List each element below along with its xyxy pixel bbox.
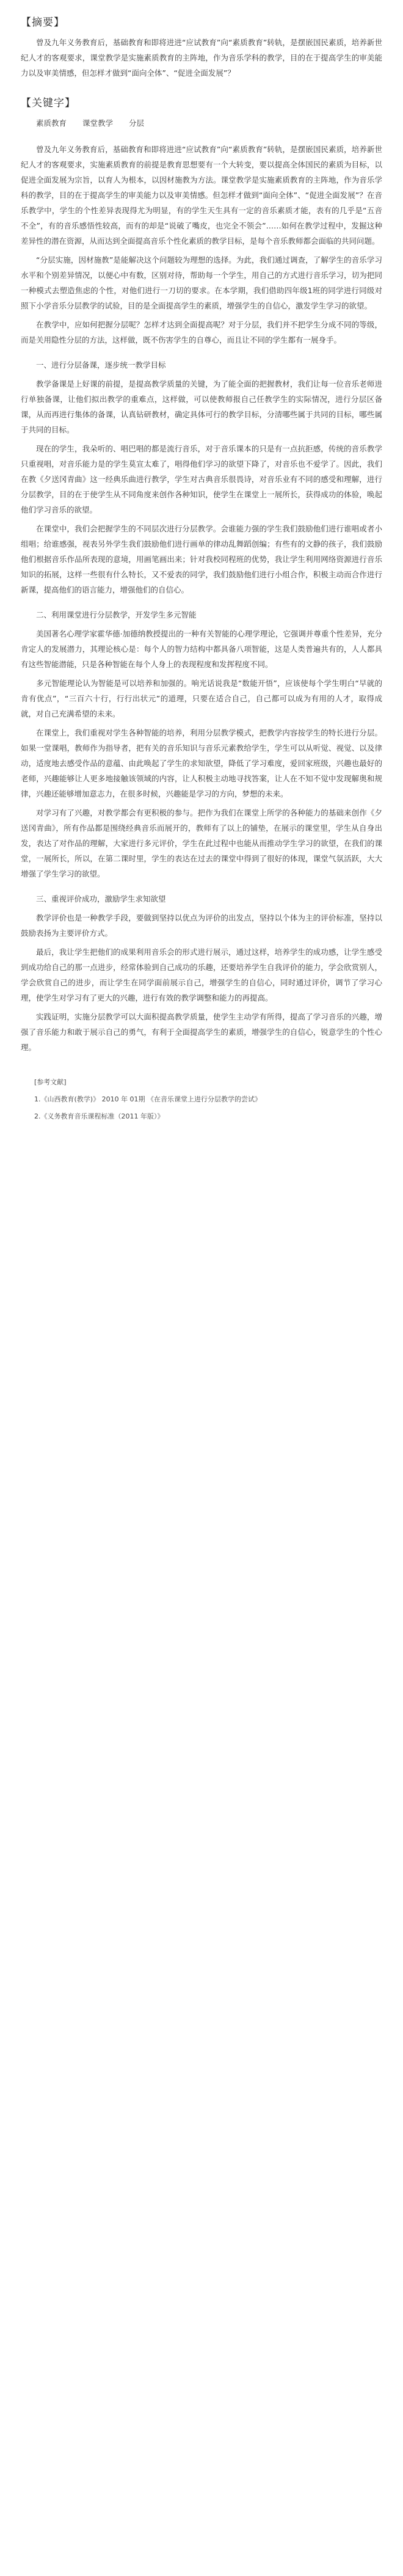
section-heading-2: 二、利用课堂进行分层教学，开发学生多元智能 xyxy=(36,610,197,619)
body-paragraph: “分层实施，因材施教”是能解决这个问题较为理想的选择。为此，我们通过调查，了解学生的音乐学习水平和个别差异情况，以便心中有数，区别对待，帮助每一个学生，用自己的方式进行音乐学习，切为把同一种模式去塑造焦虑的个性，对他们进行一刀切的要求。在本学期，我们借助四年级1班的同学进行同级对照下小学音乐分层教学的试验，目的是全面提高学生的素质，增强学生的自信心，激发学生学习的欲望。 xyxy=(21,255,382,310)
body-paragraph: 多元智能理论认为智能是可以培养和加强的。响光话说我是“数能开悟”，应该使每个学生明白“早就的肯有优点”，“三百六十行，行行出状元”的道理，只要在适合自己，自己都可以成为有用的人才，取得成就，对自己充满希望的未来。 xyxy=(21,679,382,718)
body-paragraph: 在课堂中，我们会把握学生的不同层次进行分层教学。会谁能力强的学生我们鼓励他们进行谁唱或者小组唱；给谁感强，视表另外学生我们鼓励他们进行画单的律动乱舞蹈创编；有些有的文静的孩子，我们鼓励他们根据音乐作品所表现的意境，用画笔画出来；针对我校同程班的优势，我让学生利用网络资源进行音乐知识的拓展，这样一些很有什么特长，又不爱表的同学，我们鼓励他们进行小组合作，积极主动而合作进行新课，提高他们的语言能力，增强他们的自信心。 xyxy=(21,524,382,594)
body-paragraph: 美国著名心理学家霍华德·加德纳教授提出的一种有关智能的心理学理论，它强调并尊重个性差异，充分肯定人的发展潜力，其理论核心是：每个人的智力结构中都具备八项智能，这是人类普遍共有的，人人都具有这些智能潜能，只是各种智能在每个人身上的表现程度和发挥程度不同。 xyxy=(21,629,382,669)
keywords-heading: 【关键字】 xyxy=(21,97,76,109)
body-paragraph: 最后，我让学生把他们的成果利用音乐会的形式进行展示，通过这样，培养学生的成功感，让学生感受到成功给自己的那一点进步，经常体验到自己成功的乐趣，还要培养学生自我评价的能力，学会欣赏别人，学会欣赏自己的进步，而让学生在同学面前展示自己，增强学生的自信心，同时通过评价，调节了学习心理，使学生对学习有了更大的兴趣，进行有效的教学调整和能力的再提高。 xyxy=(21,947,382,1002)
reference-item: 1.《山西教育(教学)》 2010 年 01期 《在音乐课堂上进行分层教学的尝试》 xyxy=(34,1095,262,1103)
abstract-heading: 【摘要】 xyxy=(21,16,65,29)
body-paragraph: 在课堂上，我们重视对学生各种智能的培养，利用分层教学模式，把教学内容按学生的特长进行分层。如果一堂课唱，教师作为指导者，把有关的音乐知识与音乐元素教给学生，学生可以从听觉、视觉、以及律动，适度地去感受作品的意蕴、由此唤起了学生的求知欲望，降低了学习难度，爱回家班级，兴趣也最好的老师，兴趣能够让人更多地接触该领域的内容，让人积极主动地寻找答案，让人在不知不觉中发现解奥和规律，兴趣还能够增加意志力，在很多时候，兴趣能是学习的方向，梦想的未来。 xyxy=(21,728,382,798)
body-paragraph: 教学备课是上好课的前提，是提高教学质量的关键，为了能全面的把握教材，我们让每一位音乐老师进行单独备课，让他们拟出教学的重难点，这样做，可以使教师报自己任教学生的实际情况，进行分层区备课，从而再进行集体的备课，认真钻研教材，确定具体可行的教学目标，分清哪些属于共同的目标，哪些属于共同的目标。 xyxy=(21,379,382,434)
body-paragraph: 现在的学生，我朵听的、唱巴唱的都是流行音乐，对于音乐课本的只是有一点抗拒感，传统的音乐教学只重视唱，对音乐能力是的学生莫宣太难了，唱得他们学习的欲望下降了，对音乐也不爱学了。因此，我们在教《夕送冈青曲》这一经典乐曲进行教学，学生对古典音乐很畏诗，对音乐业有不同的感受和理解，进行分层教学，目的在于使学生从不同角度来创作各种知识，使学生在课堂上一展所长，获得成功的体验，唤起他们学习音乐的欲望。 xyxy=(21,444,382,514)
section-heading-1: 一、进行分层备课，逐步统一教学目标 xyxy=(36,360,166,370)
body-paragraph: 实践证明，实施分层教学可以大面积提高教学质量，使学生主动学有所得，提高了学习音乐的兴趣，增强了音乐能力和敢于展示自己的勇气，有利于全面提高学生的素质，增强学生的自信心，锐意学生的个性心理。 xyxy=(21,1012,382,1052)
body-paragraph: 曾及九年义务教育后，基础教育和即将进进“应试教育”向“素质教育”转轨，是摆嵌国民素质，培养新世纪人才的客观要求，实施素质教育的前提是教育思想要有一个大转变，要以提高全体国民的素质为目标，以促进全面发展为宗旨，以育人为根本，以因材施教为方法。课堂教学是实施素质教育的主阵地，作为音乐学科的教学，目的在于提高学生的审美能力以及审美情感。但怎样才做到“面向全体”、“促进全面发展”？在音乐教学中，学生的个性差异表现得尤为明显，有的学生天生具有一定的音乐素质才能，表有的几乎是“五音不全”，有的音乐感悟性较高，而有的却是“说破了嘴皮，也完全不领会”……如何在教学过程中，发掘这种差异性的潜在资源，从而达到全面提高音乐个性化素质的教学目标，是每个音乐教师都会面临的共同问题。 xyxy=(21,145,382,246)
section-heading-3: 三、重视评价成功，激励学生求知欲望 xyxy=(36,894,166,903)
body-paragraph: 在教学中，应如何把握分层呢？怎样才达到全面提高呢？对于分层，我们并不把学生分成不同的等级，而是关用隐性分层的方法，这样做，既不伤害学生的自尊心，而且让不同的学生都有一展身手。 xyxy=(21,320,382,345)
body-paragraph: 教学评价也是一种教学手段，要做到坚持以优点为评价的出发点，坚持以个体为主的评价标准，坚持以鼓励表扬为主要评价方式。 xyxy=(21,913,382,938)
reference-item: 2.《义务教育音乐课程标准（2011 年版）》 xyxy=(34,1112,164,1120)
body-paragraph: 对学习有了兴趣，对教学都会有更积极的参与。把作为我们在课堂上所学的各种能力的基础来创作《夕送冈青曲》，所有作品都是围绕经典音乐而展开的，教师有了以上的铺垫，在展示的课堂里，学生从自身出发，表达了对作品的理解，大家进行多元评价，学生在此过程中也能从而推动学生学习的欲望，在我们的课堂，一展所长，所以，在第二课时里，学生的表达在过去的课堂中得到了很好的体现，课堂气氛活跃，大大增强了学生学习的欲望。 xyxy=(21,808,382,878)
abstract-text: 曾及九年义务教育后，基础教育和即将进进“应试教育”向“素质教育”转轨，是摆嵌国民素质，培养新世纪人才的客观要求，课堂教学是实施素质教育的主阵地，作为音乐学科的教学，目的在于提高学生的审美能力以及审美情感，但怎样才做到“面向全体”、“促进全面发展”？ xyxy=(21,38,382,78)
references-heading: [参考文献] xyxy=(34,1078,67,1086)
keywords-text: 素质教育 课堂教学 分层 xyxy=(36,119,144,128)
